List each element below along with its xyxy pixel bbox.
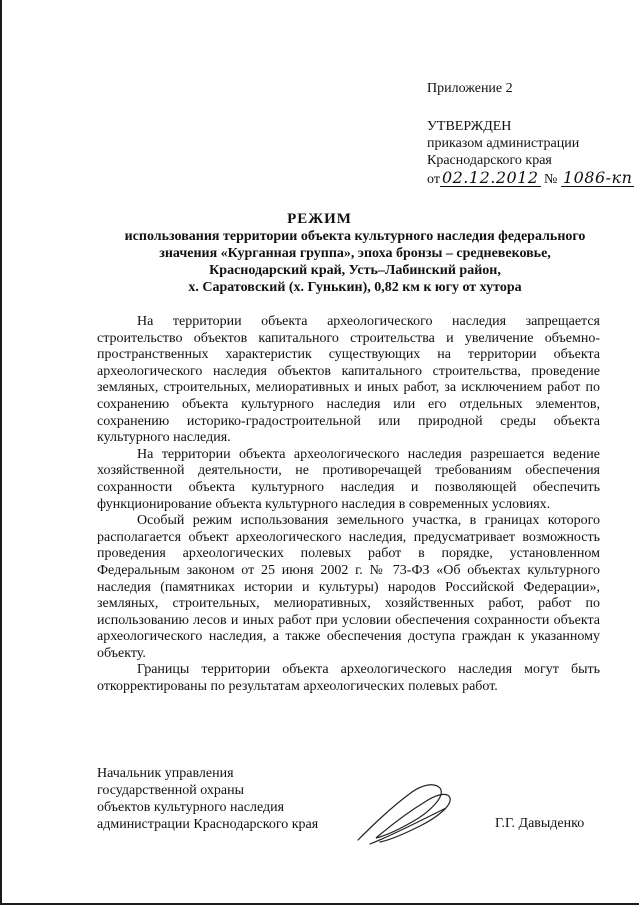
position-line-4: администрации Краснодарского края	[97, 817, 319, 832]
document-subtitle	[95, 228, 615, 296]
signatory-position	[97, 765, 318, 833]
order-date: 02.12.2012	[441, 168, 539, 187]
approved-by-line-1: приказом администрации	[427, 136, 580, 151]
subtitle-line-2: значения «Курганная группа», эпоха бронзы – средневековье,	[159, 246, 551, 261]
document-body	[97, 314, 600, 696]
page-left-border	[0, 0, 2, 905]
paragraph-special-regime: Особый режим использования земельного участка, в границах которого располагается объект археологического наследия, предусматривает возможность проведения археологических полевых работ в порядке, установленном Федеральным законом от 25 июня 2002 г. № 73-ФЗ «Об объектах культурного наследия (памятниках истории и культуры) народов Российской Федерации», земляных, строительных, мелиоративных, хозяйственных работ, работ по использованию лесов и иных работ при условии обеспечения сохранности объекта археологического наследия, а также обеспечения доступа граждан к указанному объекту.	[97, 513, 600, 661]
handwritten-signature	[350, 778, 460, 850]
subtitle-line-4: х. Саратовский (х. Гунькин), 0,82 км к югу от хутора	[188, 280, 522, 295]
number-prefix: №	[544, 172, 558, 187]
signatory-name: Г.Г. Давыденко	[495, 816, 585, 831]
approved-heading: УТВЕРЖДЕН	[427, 119, 512, 134]
paragraph-prohibitions: На территории объекта археологического наследия запрещается строительство объектов капитального строительства и увеличение объемно-пространственных характеристик существующих на территории объекта археологического наследия объектов капитального строительства, проведение земляных, строительных, мелиоративных и иных работ, за исключением работ по сохранению объекта культурного наследия или его отдельных элементов, сохранению историко-градостроительной или природной среды объекта культурного наследия.	[97, 314, 600, 446]
paragraph-permissions: На территории объекта археологического наследия разрешается ведение хозяйственной деятельности, не противоречащей требованиям обеспечения сохранности объекта культурного наследия и позволяющей обеспечить функционирование объекта культурного наследия в современных условиях.	[97, 446, 600, 512]
approval-block	[427, 118, 634, 188]
position-line-3: объектов культурного наследия	[97, 800, 285, 815]
order-date-line	[427, 169, 634, 188]
paragraph-boundaries: Границы территории объекта археологического наследия могут быть откорректированы по результатам археологических полевых работ.	[97, 662, 600, 695]
document-title: РЕЖИМ	[287, 211, 352, 227]
date-prefix: от	[427, 172, 440, 187]
annex-label: Приложение 2	[427, 81, 513, 96]
order-number: 1086-кп	[562, 168, 633, 187]
subtitle-line-3: Краснодарский край, Усть–Лабинский район,	[209, 263, 501, 278]
position-line-2: государственной охраны	[97, 783, 245, 798]
approved-by-line-2: Краснодарского края	[427, 153, 552, 168]
position-line-1: Начальник управления	[97, 766, 234, 781]
subtitle-line-1: использования территории объекта культурного наследия федерального	[124, 229, 586, 244]
